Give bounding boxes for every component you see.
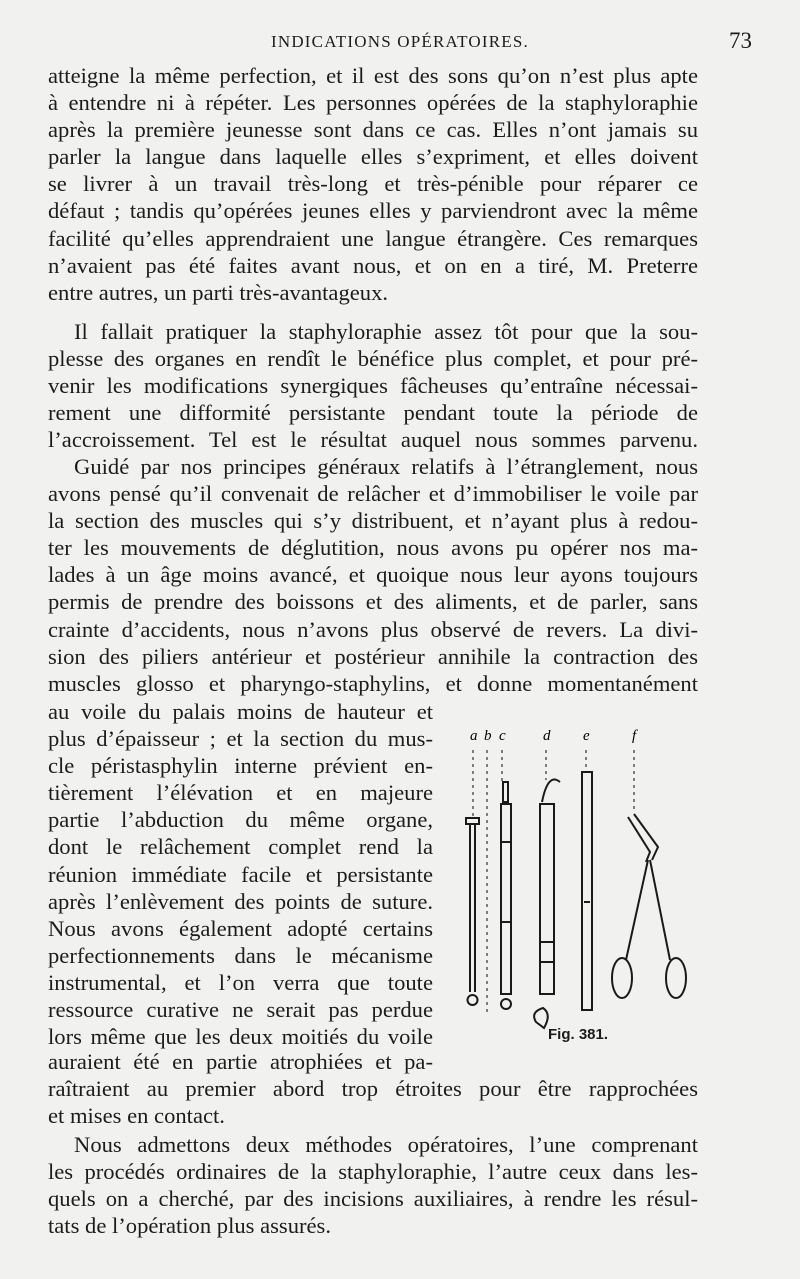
text-line: partie l’abduction du même organe, bbox=[48, 807, 433, 833]
text-line: plesse des organes en rendît le bénéfice plus complet, et pour pré- bbox=[48, 346, 698, 372]
paragraph-3-narrow-column bbox=[48, 698, 433, 1050]
text-line: après l’enlèvement des points de suture. bbox=[48, 888, 433, 914]
text-line: au voile du palais moins de hauteur et bbox=[48, 699, 433, 724]
page-header bbox=[48, 28, 752, 56]
figure-letter-e: e bbox=[583, 728, 590, 744]
figure-letter-f: f bbox=[632, 728, 637, 744]
text-line: et mises en contact. bbox=[48, 1103, 225, 1129]
text-line: ressource curative ne serait pas perdue bbox=[48, 997, 433, 1023]
instrument-a-icon bbox=[466, 818, 479, 1005]
text-line: lors même que les deux moitiés du voile bbox=[48, 1024, 433, 1050]
figure-letter-c: c bbox=[499, 728, 506, 744]
text-line: venir les modifications synergiques fâcheuses qu’entraîne nécessai- bbox=[48, 373, 698, 399]
running-title: INDICATIONS OPÉRATOIRES. bbox=[270, 32, 529, 51]
text-line: tièrement l’élévation et en majeure bbox=[48, 780, 433, 806]
text-line: se livrer à un travail très-long et très-pénible pour réparer ce bbox=[48, 171, 698, 197]
paragraph-2 bbox=[48, 318, 698, 453]
text-line: après la première jeunesse sont dans ce cas. Elles n’ont jamais su bbox=[48, 117, 698, 143]
text-line: permis de prendre des boissons et des aliments, et de parler, sans bbox=[48, 589, 698, 615]
text-line: plus d’épaisseur ; et la section du mus- bbox=[48, 726, 433, 752]
page-number: 73 bbox=[729, 28, 752, 53]
text-line: ter les mouvements de déglutition, nous avons pu opérer nos ma- bbox=[48, 535, 698, 561]
text-line: raîtraient au premier abord trop étroites pour être rapprochées bbox=[48, 1076, 698, 1102]
figure-caption: Fig. 381. bbox=[548, 1026, 609, 1043]
figure-letter-a: a bbox=[470, 728, 478, 744]
instrument-d-icon bbox=[534, 780, 560, 1029]
text-line: avons pensé qu’il convenait de relâcher et d’immobiliser le voile par bbox=[48, 481, 698, 507]
text-line: défaut ; tandis qu’opérées jeunes elles y parviendront avec la même bbox=[48, 198, 698, 224]
text-line: dont le relâchement complet rend la bbox=[48, 834, 433, 860]
text-line: quels on a cherché, par des incisions auxiliaires, à rendre les résul- bbox=[48, 1186, 698, 1212]
text-line: Nous avons également adopté certains bbox=[48, 915, 433, 941]
text-line: les procédés ordinaires de la staphyloraphie, l’autre ceux dans les- bbox=[48, 1159, 698, 1185]
text-line: l’accroissement. Tel est le résultat auquel nous sommes parvenu. bbox=[48, 427, 698, 453]
text-line: crainte d’accidents, nous n’avons plus observé de revers. La divi- bbox=[48, 616, 698, 642]
text-line: facilité qu’elles apprendraient une langue étrangère. Ces remarques bbox=[48, 225, 698, 251]
paragraph-3-continuation bbox=[48, 1048, 698, 1129]
text-line: la section des muscles qui s’y distribuent, et n’ayant plus à redou- bbox=[48, 508, 698, 534]
figure-letter-b: b bbox=[484, 728, 492, 744]
surgical-instruments-figure bbox=[448, 722, 700, 1052]
text-line: cle péristasphylin interne prévient en- bbox=[48, 753, 433, 779]
text-line: lades à un âge moins avancé, et quoique nous leur ayons toujours bbox=[48, 562, 698, 588]
paragraph-1 bbox=[48, 62, 698, 306]
text-line: sion des piliers antérieur et postérieur annihile la contraction des bbox=[48, 643, 698, 669]
instrument-b-icon bbox=[501, 782, 511, 1009]
text-line: perfectionnements dans le mécanisme bbox=[48, 942, 433, 968]
text-line: réunion immédiate facile et persistante bbox=[48, 861, 433, 887]
text-line: à entendre ni à répéter. Les personnes opérées de la staphyloraphie bbox=[48, 90, 698, 116]
text-line: entre autres, un parti très-avantageux. bbox=[48, 279, 389, 305]
text-line: tats de l’opération plus assurés. bbox=[48, 1213, 331, 1239]
text-line: n’avaient pas été faites avant nous, et on en a tiré, M. Preterre bbox=[48, 252, 698, 278]
text-line: muscles glosso et pharyngo-staphylins, et donne momentanément bbox=[48, 670, 698, 696]
scissors-f-icon bbox=[612, 814, 686, 998]
paragraph-4 bbox=[48, 1131, 698, 1239]
text-line: Guidé par nos principes généraux relatifs à l’étranglement, nous bbox=[74, 454, 698, 479]
figure-letter-d: d bbox=[543, 728, 551, 744]
text-line: auraient été en partie atrophiées et pa- bbox=[48, 1049, 433, 1074]
text-line: parler la langue dans laquelle elles s’expriment, et elles doivent bbox=[48, 144, 698, 170]
paragraph-3 bbox=[48, 453, 698, 697]
text-line: Il fallait pratiquer la staphyloraphie assez tôt pour que la sou- bbox=[74, 319, 698, 344]
text-line: Nous admettons deux méthodes opératoires, l’une comprenant bbox=[74, 1132, 698, 1157]
text-line: instrumental, et l’on verra que toute bbox=[48, 969, 433, 995]
text-line: atteigne la même perfection, et il est des sons qu’on n’est plus apte bbox=[48, 63, 698, 88]
instrument-e-icon bbox=[582, 772, 592, 1010]
text-line: rement une difformité persistante pendant toute la période de bbox=[48, 400, 698, 426]
